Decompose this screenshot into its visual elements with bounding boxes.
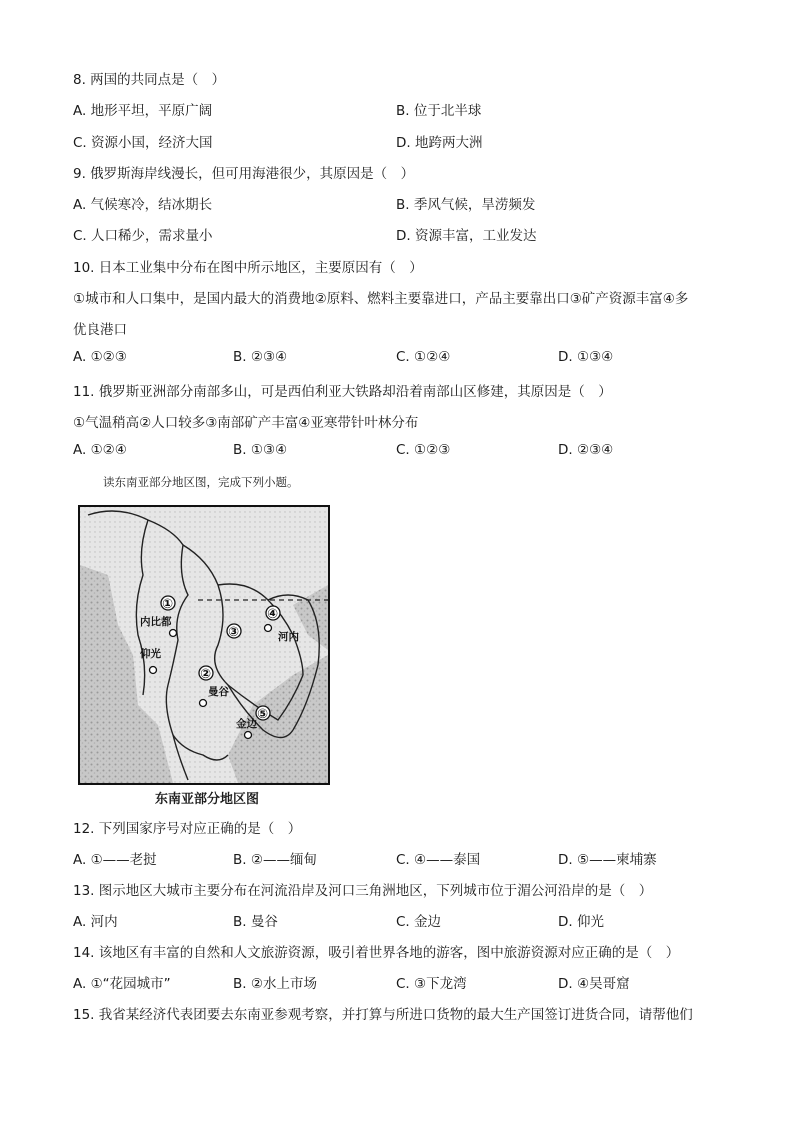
q10-body-line1: ①城市和人口集中，是国内最大的消费地②原料、燃料主要靠进口，产品主要靠出口③矿产资源丰富④多 (73, 291, 689, 307)
q11-option-c: C. ①②③ (396, 442, 451, 458)
q10-option-d: D. ①③④ (558, 349, 614, 365)
city-label-yangon: 仰光 (140, 648, 161, 660)
q11-stem: 11. 俄罗斯亚洲部分南部多山，可是西伯利亚大铁路却沿着南部山区修建，其原因是（ ） (73, 384, 612, 400)
q11-option-d: D. ②③④ (558, 442, 614, 458)
city-dot-bangkok (200, 700, 207, 707)
q13-option-b: B. 曼谷 (233, 914, 278, 930)
country-marker-5: ⑤ (257, 707, 269, 722)
city-label-phnompenh: 金边 (236, 718, 257, 730)
q10-option-b: B. ②③④ (233, 349, 288, 365)
city-dot-phnompenh (245, 732, 252, 739)
q12-stem: 12. 下列国家序号对应正确的是（ ） (73, 821, 302, 837)
q12-option-d: D. ⑤——柬埔寨 (558, 852, 657, 868)
q12-option-a: A. ①——老挝 (73, 852, 157, 868)
q14-option-d: D. ④吴哥窟 (558, 976, 630, 992)
q15-stem: 15. 我省某经济代表团要去东南亚参观考察，并打算与所进口货物的最大生产国签订进货合同，请帮他们 (73, 1007, 693, 1023)
q10-body-line2: 优良港口 (73, 322, 127, 338)
q14-option-c: C. ③下龙湾 (396, 976, 467, 992)
map-intro-text: 读东南亚部分地区图，完成下列小题。 (103, 475, 299, 489)
city-dot-yangon (150, 667, 157, 674)
q12-option-b: B. ②——缅甸 (233, 852, 317, 868)
city-label-bangkok: 曼谷 (208, 686, 229, 698)
q10-option-c: C. ①②④ (396, 349, 451, 365)
city-dot-naypyidaw (170, 630, 177, 637)
q9-option-a: A. 气候寒冷，结冰期长 (73, 197, 213, 213)
city-label-hanoi: 河内 (278, 631, 299, 643)
q14-option-b: B. ②水上市场 (233, 976, 317, 992)
q8-option-a: A. 地形平坦，平原广阔 (73, 103, 213, 119)
country-marker-3: ③ (228, 625, 240, 640)
q11-option-a: A. ①②④ (73, 442, 127, 458)
q8-option-d: D. 地跨两大洲 (396, 135, 483, 151)
country-marker-4: ④ (267, 607, 279, 622)
country-marker-2: ② (200, 667, 212, 682)
q9-stem: 9. 俄罗斯海岸线漫长，但可用海港很少，其原因是（ ） (73, 166, 415, 182)
q10-option-a: A. ①②③ (73, 349, 127, 365)
q14-option-a: A. ①“花园城市” (73, 976, 171, 992)
q8-option-b: B. 位于北半球 (396, 103, 482, 119)
q13-option-c: C. 金边 (396, 914, 442, 930)
q8-option-c: C. 资源小国，经济大国 (73, 135, 213, 151)
q10-stem: 10. 日本工业集中分布在图中所示地区，主要原因有（ ） (73, 260, 423, 276)
q9-option-d: D. 资源丰富，工业发达 (396, 228, 537, 244)
city-dot-hanoi (265, 625, 272, 632)
southeast-asia-map (78, 505, 330, 785)
q12-option-c: C. ④——泰国 (396, 852, 481, 868)
q13-stem: 13. 图示地区大城市主要分布在河流沿岸及河口三角洲地区，下列城市位于湄公河沿岸的是（ ） (73, 883, 653, 899)
country-marker-1: ① (162, 597, 174, 612)
city-label-naypyidaw: 内比都 (140, 616, 172, 628)
q9-option-c: C. 人口稀少，需求量小 (73, 228, 213, 244)
q11-body: ①气温稍高②人口较多③南部矿产丰富④亚寒带针叶林分布 (73, 415, 419, 431)
q13-option-d: D. 仰光 (558, 914, 604, 930)
map-title: 东南亚部分地区图 (155, 792, 260, 807)
q9-option-b: B. 季风气候，旱涝频发 (396, 197, 536, 213)
q11-option-b: B. ①③④ (233, 442, 288, 458)
q8-stem: 8. 两国的共同点是（ ） (73, 72, 226, 88)
q13-option-a: A. 河内 (73, 914, 118, 930)
q14-stem: 14. 该地区有丰富的自然和人文旅游资源，吸引着世界各地的游客，图中旅游资源对应正确的是（ ） (73, 945, 680, 961)
